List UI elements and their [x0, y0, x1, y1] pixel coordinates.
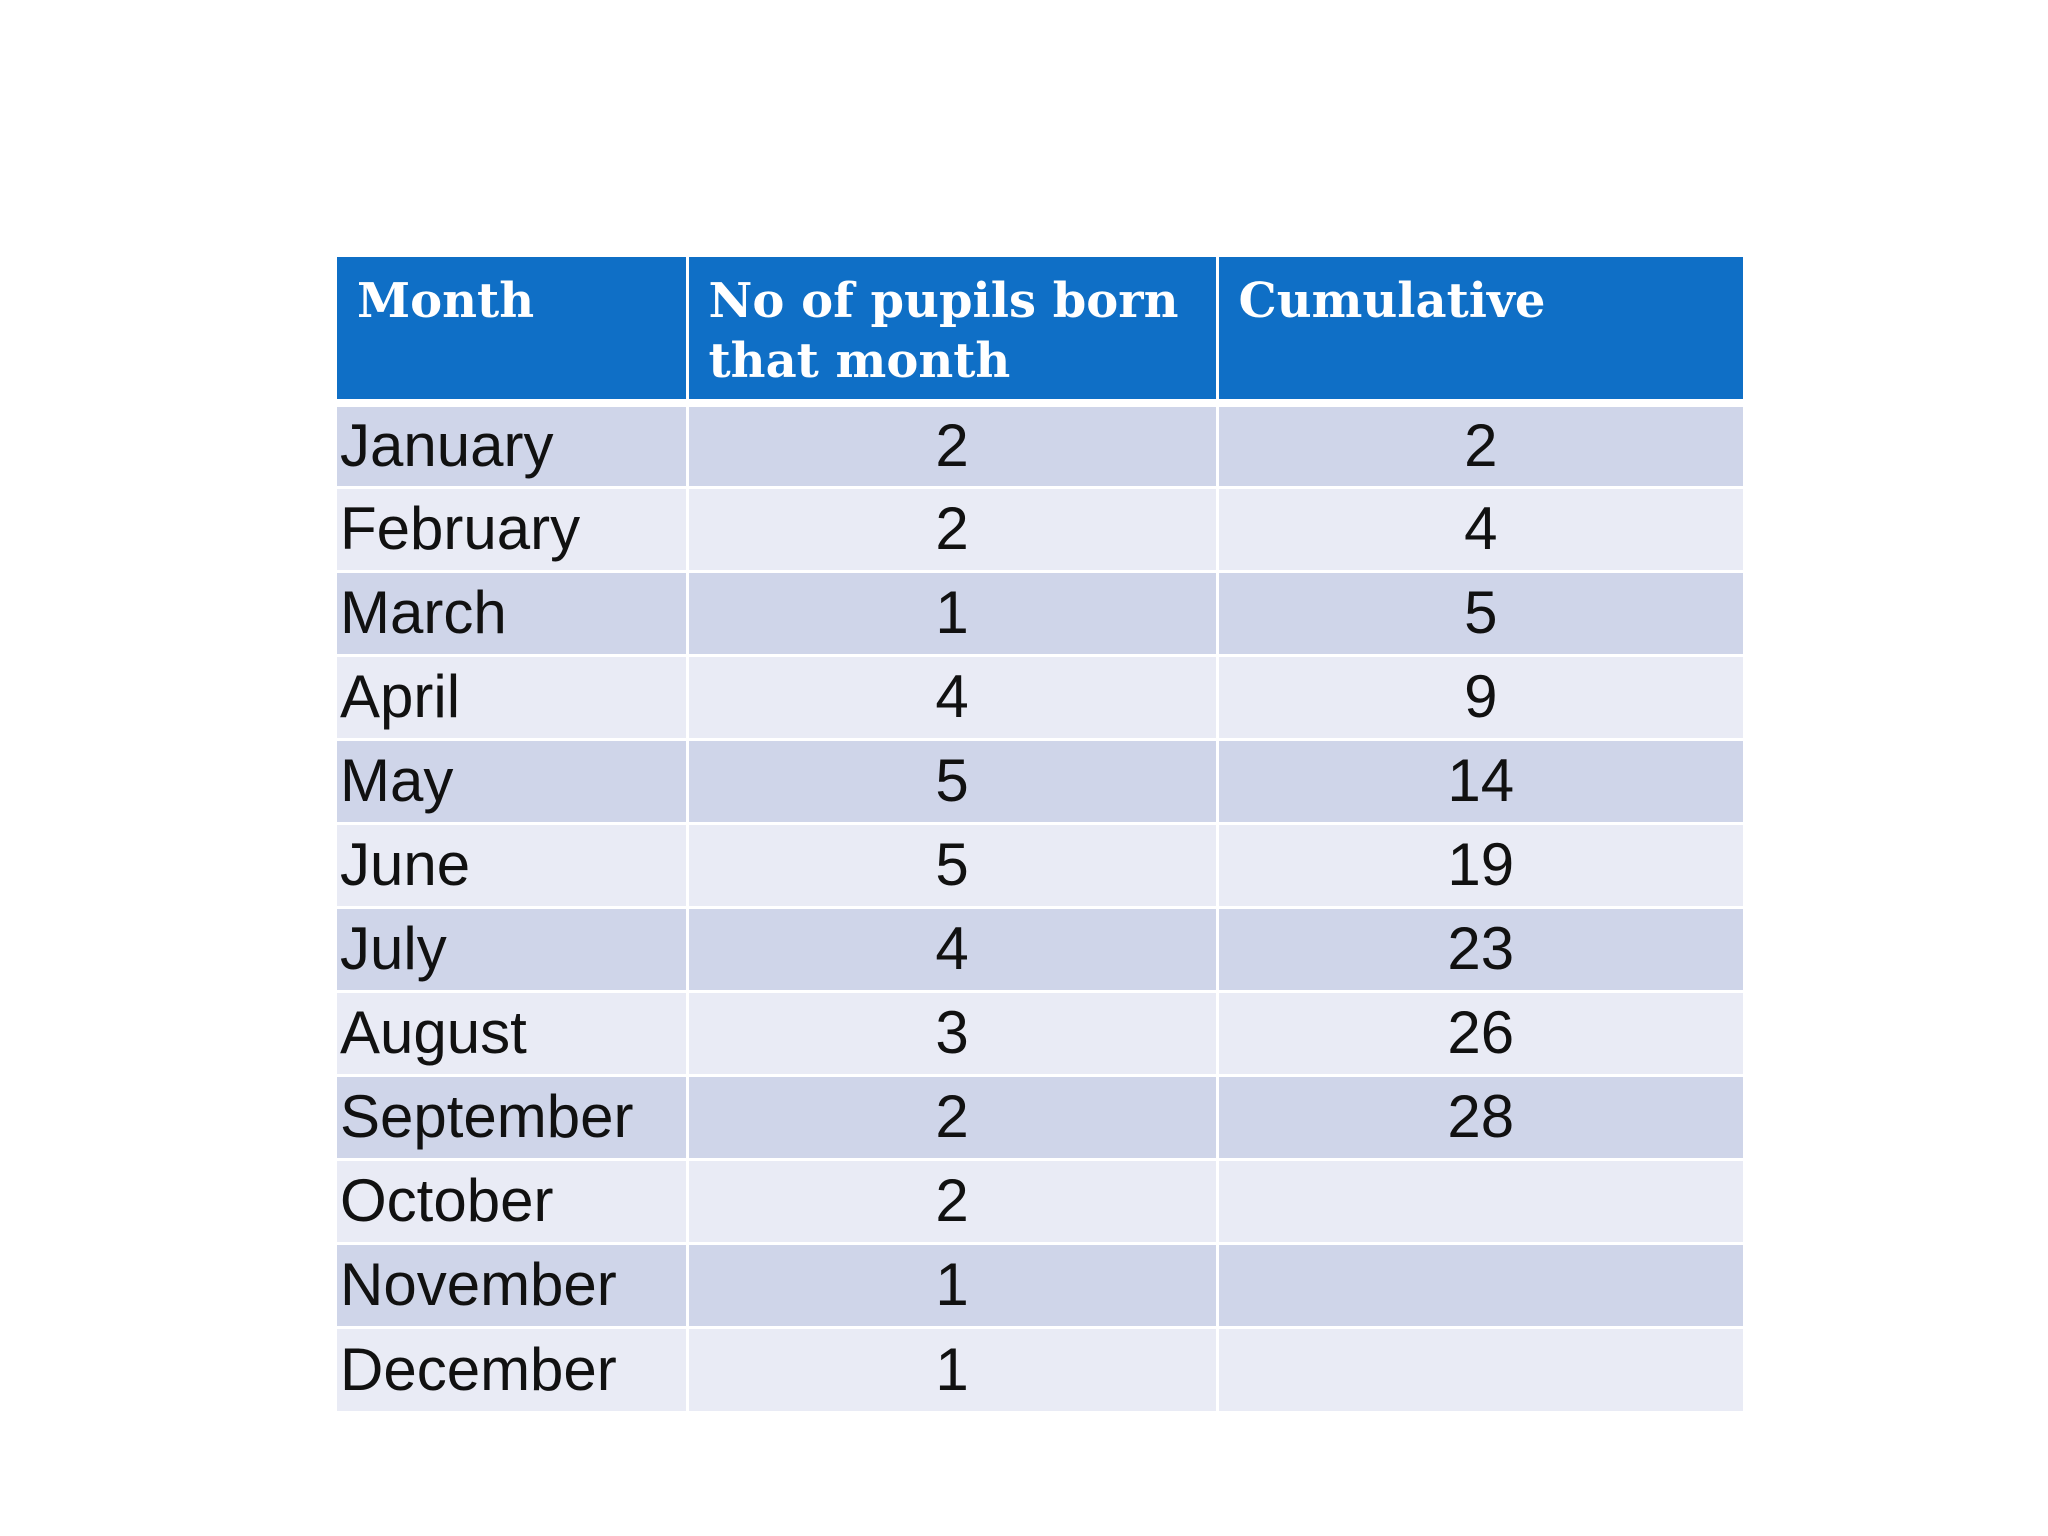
cell-month: November [337, 1243, 687, 1327]
cell-count: 5 [687, 739, 1217, 823]
cell-cumulative [1217, 1159, 1743, 1243]
cell-count: 3 [687, 991, 1217, 1075]
table-row [337, 823, 1743, 907]
cell-month: March [337, 571, 687, 655]
cell-count: 2 [687, 403, 1217, 487]
cell-cumulative: 2 [1217, 403, 1743, 487]
cell-month: January [337, 403, 687, 487]
table-row [337, 1327, 1743, 1411]
cell-month: December [337, 1327, 687, 1411]
table-row [337, 655, 1743, 739]
header-month: Month [337, 257, 687, 403]
header-pupils-born: No of pupils born that month [687, 257, 1217, 403]
cell-cumulative [1217, 1243, 1743, 1327]
cell-cumulative: 19 [1217, 823, 1743, 907]
cell-cumulative: 14 [1217, 739, 1743, 823]
table-row [337, 403, 1743, 487]
cell-count: 2 [687, 1159, 1217, 1243]
cell-cumulative: 28 [1217, 1075, 1743, 1159]
pupils-birth-month-table [337, 257, 1743, 1411]
cell-month: February [337, 487, 687, 571]
cell-cumulative: 23 [1217, 907, 1743, 991]
table-row [337, 571, 1743, 655]
cell-count: 1 [687, 1327, 1217, 1411]
cell-month: October [337, 1159, 687, 1243]
header-cumulative: Cumulative [1217, 257, 1743, 403]
cell-count: 1 [687, 571, 1217, 655]
cell-month: May [337, 739, 687, 823]
cell-cumulative: 9 [1217, 655, 1743, 739]
cell-count: 2 [687, 487, 1217, 571]
table-header-row [337, 257, 1743, 403]
cell-count: 4 [687, 655, 1217, 739]
cell-cumulative: 4 [1217, 487, 1743, 571]
cell-month: June [337, 823, 687, 907]
table-row [337, 991, 1743, 1075]
table-row [337, 907, 1743, 991]
cell-month: April [337, 655, 687, 739]
cell-cumulative [1217, 1327, 1743, 1411]
table-row [337, 487, 1743, 571]
cell-count: 4 [687, 907, 1217, 991]
cell-month: September [337, 1075, 687, 1159]
cell-month: July [337, 907, 687, 991]
cell-cumulative: 26 [1217, 991, 1743, 1075]
cell-count: 2 [687, 1075, 1217, 1159]
cell-month: August [337, 991, 687, 1075]
cell-count: 1 [687, 1243, 1217, 1327]
cell-cumulative: 5 [1217, 571, 1743, 655]
table-row [337, 739, 1743, 823]
table-row [337, 1159, 1743, 1243]
table-row [337, 1243, 1743, 1327]
table-row [337, 1075, 1743, 1159]
cell-count: 5 [687, 823, 1217, 907]
